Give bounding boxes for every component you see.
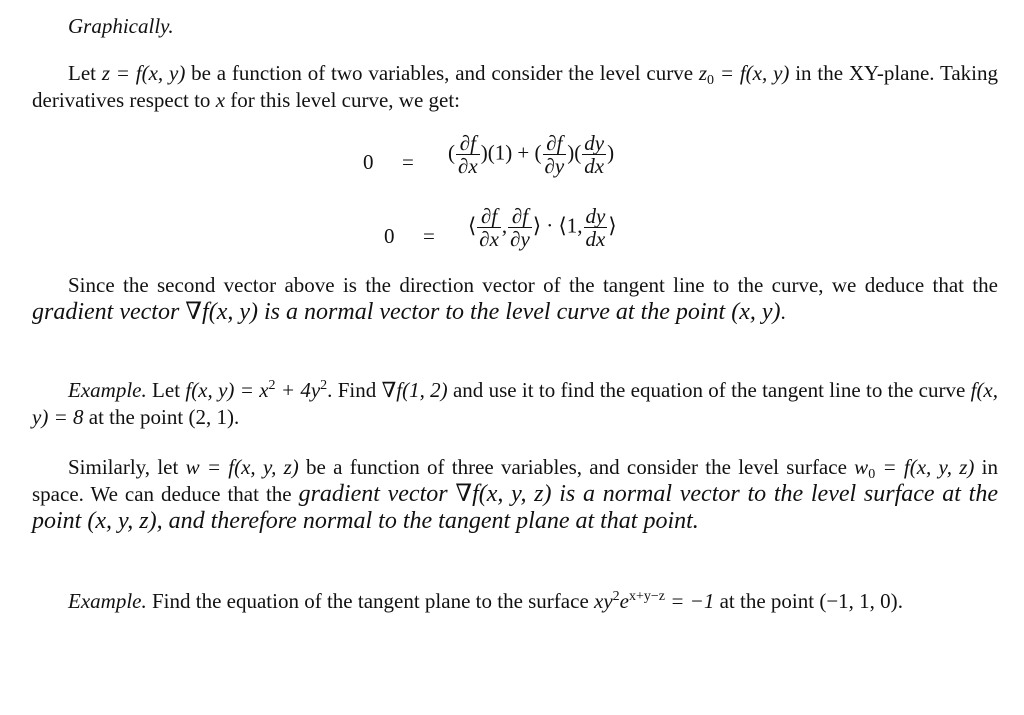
text: be a function of two variables, and consider the level curve [185,61,699,85]
text: Find the equation of the tangent plane to the surface [146,589,595,613]
math-inline: = −1 [665,589,715,613]
paren: ( [448,140,455,165]
math-inline: z = f(x, y) [101,61,186,85]
text: be a function of three variables, and consider the level surface [298,455,855,479]
text: Let [146,378,186,402]
section-heading: Graphically. [68,14,174,38]
text: Since the second vector above is the direction vector of the tangent line to the curve, we deduce that the [68,273,998,297]
numerator: ∂f [477,205,501,228]
fraction-df-dx [477,205,501,250]
math-superscript: 2 [268,378,276,393]
math-superscript: 2 [612,589,620,604]
numerator: ∂f [456,132,480,155]
numerator: ∂f [543,132,567,155]
math-inline: ∇f(1, 2) [381,378,448,402]
text: at the point [83,405,189,429]
text: for this level curve, we get: [225,88,461,112]
math-inline: (2, 1) [188,405,234,429]
denominator: ∂y [510,227,530,251]
fraction-dy-dx [582,132,606,177]
math-superscript: 2 [320,378,328,393]
math-inline: e [619,589,629,613]
denominator: ∂y [544,154,565,178]
math-inline: = f(x, y, z) [875,455,975,479]
math-inline: (−1, 1, 0) [819,589,898,613]
denominator: ∂x [458,154,478,178]
operator-text: ⟩ · ⟨1, [532,213,583,238]
math-inline: z [698,61,708,85]
fraction-df-dy [508,205,532,250]
angle-bracket: ⟨ [468,213,477,238]
math-inline: = f(x, y) [714,61,790,85]
numerator: dy [584,131,605,155]
math-inline: w [854,455,869,479]
operator-text: )( [567,140,582,165]
text: in space. We can deduce that the [32,455,999,506]
text: . [780,300,786,324]
example-label: Example. [68,378,147,402]
equation-rhs [448,132,614,177]
numerator: dy [585,204,606,228]
math-subscript: 0 [707,73,715,88]
equation-lhs: 0 [363,150,374,174]
text: Let [68,61,102,85]
text: at the point [714,589,820,613]
operator-text: )(1) + ( [480,140,542,165]
equation-rhs [468,205,617,250]
fraction-dy-dx [584,205,608,250]
paragraph-level-surface [32,454,998,535]
angle-bracket: ⟩ [608,213,617,238]
equation-lhs: 0 [384,224,395,248]
math-inline: + 4y [275,378,321,402]
paragraph-level-curve-intro [32,60,998,114]
paragraph-example-1 [32,377,998,431]
math-inline: f(x, y) = x [185,378,269,402]
math-inline: f(x, y) = 8 [32,378,999,429]
math-superscript: x+y−z [629,589,666,604]
math-inline: xy [594,589,613,613]
paren: ) [607,140,615,165]
equation-equals: = [423,224,435,248]
fraction-df-dy [543,132,567,177]
theorem-statement: gradient vector ∇f(x, y) is a normal vector to the level curve at the point (x, y) [32,299,781,325]
denominator: dx [585,227,606,251]
math-inline: w = f(x, y, z) [185,455,299,479]
paragraph-gradient-normal-curve [32,272,998,326]
paragraph-example-2 [32,588,998,615]
text: . Find [327,378,382,402]
math-subscript: 0 [868,467,876,482]
text: . [233,405,240,429]
text: and use it to find the equation of the tangent line to the curve [447,378,971,402]
equation-equals: = [402,150,414,174]
denominator: ∂x [479,227,499,251]
text: Similarly, let [68,455,186,479]
numerator: ∂f [508,205,532,228]
denominator: dx [584,154,605,178]
comma: , [501,213,508,238]
theorem-statement: gradient vector ∇f(x, y, z) is a normal vector to the level surface at the point (x, y, z), and therefore normal to the tangent plane at that point. [32,481,998,534]
example-label: Example. [68,589,147,613]
text: in the XY-plane. Taking derivatives respect to [32,61,999,112]
text: . [897,589,903,613]
math-inline: x [215,88,226,112]
fraction-df-dx [456,132,480,177]
